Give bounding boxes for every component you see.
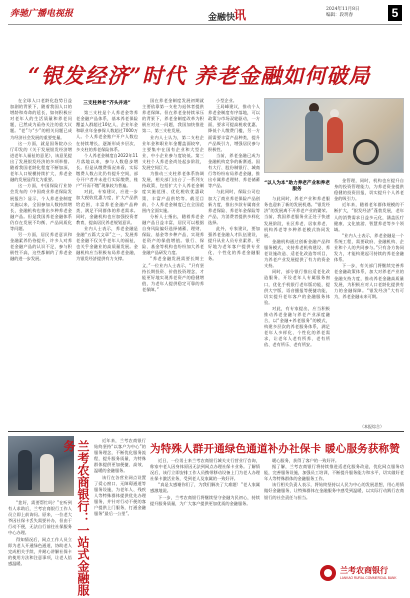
paragraph: 此外，专家建议，要加强养老金融人才队伍建设，提升从业人员专业素养，更好地为老年客户提供专业化、个性化的养老金融服务。 [208,225,260,262]
paragraph: 国在养老金制度发展初期就主要依靠第一支柱为退休者提供养老保障。但在养老金持续承压的背景下，养老金制度改革为积极应对这一问题，我国加快推进第二、第三支柱发展。 [142,98,204,134]
article-column-1 [10,98,72,428]
section-divider [8,431,404,432]
paragraph: 另一方面，居民养老意识和金融素养仍待提升，许多人对养老金融产品的认识不足，参与积极性不高，这些都制约了养老金融的进一步发展。 [10,232,72,262]
paragraph: 业内人士表示，养老金融是金融“五篇大文章”之一，发展养老金融不仅关乎老年人的福祉，也关乎金融业的高质量发展。金融机构应当积极布局养老金融，为银发经济提供有力支撑。 [76,225,138,262]
paragraph: 小型企业。 [216,98,237,103]
paragraph: 个人养老金制度自2022年11月落地以来，参与人数稳步增长。但是从缴费情况来看，实际缴费人数占比仍有提升空间，部分开户者并未进行实际缴费，账户“开而不缴”现象较为普遍。 [76,152,138,189]
paragraph: 近年来，兰考农商银行始终坚持“以客户为中心”的服务理念，不断优化服务流程，提升服务质量，为特殊群体提供更加便捷、高效、温暖的金融服务。 [94,438,146,474]
paragraph: 为推动三支柱养老体系协调发展，相关部门出台了一系列支持政策，包括扩大个人养老金制度实施范围、优化税收优惠政策、丰富产品供给等。截至目前，个人养老金制度已在全国范围内全面实施。 [142,171,204,213]
paragraph: 与此同时，保险公司也加大了商业养老保险产品创新力度，推出多款专属商业养老保险、养老年金保险等产品，为消费者提供多样化选择。 [208,189,260,225]
subheading: “以人为本”助力养老产业和养老服务 [264,181,330,193]
elder-figure [327,117,343,153]
paragraph: “业内人士表示，养老金融是一个系统工程，需要政府、金融机构、企业和个人的共同参与。”只有各方协同发力，才能构建起可持续的养老金融体系。 [334,232,404,263]
paragraph: 该行在各营业网点设置了爱心窗口、无障碍通道等服务设施，为老年人、残疾人等特殊群体提供优先办理服务，并针对行动不便的客户提供上门服务，打通金融服务“最后一公里”。 [94,474,146,517]
article-column-3 [142,98,204,428]
feature-column-a [8,500,72,596]
paragraph: 王局峰建议，推动个人养老金制度有序落地，可以政策与市场双轮驱动，一方面，要求可提高税收优惠、降低个人缴费门槛，另一方面需要丰富产品种类，提升产品吸引力，增强居民参与积极性。 [208,104,260,152]
paragraph: 下一步，兰考农商银行将继续坚守金融为民初心，持续提升服务质量，为广大客户提供更加优质的金融服务。 [150,494,260,506]
feature-banner-title: 兰考农商银行：一站式金融服务 [62,440,90,596]
paragraph: “养老金融发展需要长期主义，”一位业内人士表示，“只有坚持长期投资、价值投资理念，才能更好地实现养老资产的稳健增值，为老年人提供稳定可靠的养老保障。” [142,256,204,292]
paragraph: “您好，需要帮忙吗？”在听到有人求助后，兰考农商银行工作人员立即上前询问。原来，一位老大爷因社保卡丢失需要补办，但由于行动不便，无法自行前往社保服务中心办理。 [8,500,72,536]
paragraph: 金管理，同时，机构也应提升自身的投资管理能力，为养老资金提供稳健的投资回报，切实提升个人养老金的吸引力。 [334,178,404,202]
feature-column-c [150,458,260,596]
paragraph: 近年来，随着老年群体规模的不断扩大，“银发经济”蓬勃发展，老年人的消费需求日益多元化，涵盖医疗健康、文化旅游、智慧养老等多个领域。 [334,202,404,232]
wheelchair-icon [353,139,379,165]
paragraph: 该行相关负责人表示，将始终坚持以人民为中心的发展思想，用心用情做好金融服务，让特殊群体在金融服务中感受到温暖，以实际行动践行农商银行的社会责任与担当。 [264,482,404,500]
paragraph: 第三支柱是个人养老金等养老金融产品体系，基本养老保险覆盖人群超过10亿人，企业年金和职业年金参保人数超过7000万人。个人养老金账户开户人数也在持续增长，逐渐形成多层次、多支柱的养老保险体系。 [76,110,138,152]
paragraph: 与此同时，养老产业和养老服务也迎来了新的发展机遇。“银发经济”的发展离不开养老产业的繁荣。当前，我国养老服务业正处于快速发展阶段，社区养老、居家养老、机构养老等多种养老模式协同发展。 [264,196,330,238]
editor-credit: 编辑：段玥春 [326,13,353,18]
page-header [8,4,404,26]
bank-logo-english: LANKAO RURAL COMMERCIAL BANK [340,576,397,580]
paragraph: 当前，养老金融已成为金融机构竞争的新赛道。国有大行、股份制银行、城商行等纷纷布局养老金融，推出专属养老理财、养老储蓄等产品。 [208,152,260,189]
paragraph: 分析人士指出，随着养老金融产品日益丰富，居民可以根据自身风险偏好选择储蓄、理财、保险、基金等多种产品，实现养老资产的保值增值。银行、保险、基金等机构也纷纷加大养老金融产品研发力度。 [142,213,204,256]
article-column-5 [264,178,330,424]
page-number: 5 [388,5,402,21]
paragraph: 下一步，有关部门将继续完善养老金融政策体系，加大对养老产业的金融支持力度，推动养老金融高质量发展，为积极应对人口老龄化提供有力的金融保障。“银发经济”大有可为，养老金融未来可期。 [334,263,404,299]
feature-column-b [94,438,146,596]
paragraph: 这一方面，就是国务院办公厅印发的《关于发展银发经济增进老年人福祉的意见》，该意见提出了发展银发经济的多项举措。随着我国老龄化程度不断加深，老年人口规模持续扩大，养老金融的发展显得尤为重要。 [10,140,72,183]
customer-figure [18,450,32,490]
staff-figure [40,454,54,492]
section-char: 讯 [234,8,247,22]
header-rule [8,24,402,25]
section-name: 金融快 [208,13,236,23]
paragraph: 这一方面，中国保险行业协会发布的《中国商业养老保险发展报告》显示，个人养老金制度实施以来，全国参加人数持续增长，金融机构也推出多种养老金融产品。但是我国养老金融体系仍存在发展不均衡、产品同质化等问题。 [10,183,72,231]
paragraph: “真是太感谢你们了，为我们解决了大难题！”老人家属感激地说。 [150,482,260,494]
bank-logo [320,563,404,595]
article-column-2 [76,98,138,428]
subheading: 三支柱养老“齐头并进” [83,101,131,106]
main-headline: “银发经济”时代 养老金融如何破局 [28,63,371,88]
caregiver-figure [305,111,323,161]
paragraph: 对此，专家建议，应进一步加大税收优惠力度，扩大产品供给范围，丰富养老金融产品种类，满足不同群体的养老需求。同时，金融机构也应加强投资者教育，提高居民养老规划意识。 [76,189,138,225]
article-column-6 [334,178,404,422]
paragraph: 近日，一位男士来兰考农商银行城关支行营业厅咨询，称家中老人因身体原因无法到网点办理社保卡业务。了解情况后，该行立即安排工作人员携带移动设备上门为老人办理社保卡激活业务，受到老人及家属的一致好评。 [150,458,260,482]
paragraph: 金融机构通过创新金融产品和服务模式，支持养老机构建设、养老设施改造、适老化改造等项目，为养老产业发展提供了有力的资金支持。 [264,238,330,269]
feature-column-d [264,458,404,560]
issue-date: 2024年11月8日 [326,7,360,12]
date-block [326,7,360,19]
masthead: 奔驰广播电视报 [10,9,74,19]
elderly-care-photo [264,98,404,173]
bank-logo-icon [320,565,336,581]
feature-headline: 为特殊人群开通绿色通道补办社保卡 暖心服务获称赞 [150,443,400,455]
paragraph: 据了解，兰考农商银行将持续推进适老化服务改造，优化网点服务功能，完善服务设施，加强员工培训，不断提升服务能力和水平，切实做好老年人等特殊群体的金融服务工作。 [264,464,404,482]
article-column-4 [208,98,260,428]
paragraph: 同时，部分银行推出适老化改造服务，开设老年人专属服务窗口，优化手机银行老年版功能，提供大字版、语音播报等便捷功能，切实提升老年客户的金融服务体验。 [264,269,330,305]
paragraph: 对此，有专家提出，应当积极推动养老金融与养老产业深度融合，以“金融+养老服务”的模式，构建多层次的养老服务体系，满足老年人多样化、个性化的养老需求，让老年人老有所养、老有所依、老有所乐、老有所安。 [264,305,330,348]
paragraph: 在全球人口老龄化趋势日益加剧的背景下，随着我国人口的增龄和寿命的延长，如何积极应对老年人的生活质量和养老问题，已然成为亟待关注的重大议题。“老”与“少”的相关问题已成为经济社会发展的重要变量。 [10,98,72,140]
paragraph: 得知情况后，网点工作人员立即为老人开通绿色通道，协助老人完成相关手续，并耐心讲解社保卡的使用方法和注意事项，让老人倍感温暖。 [8,536,72,566]
paragraph: 暖心服务，获得了客户的一致好评。 [272,458,340,463]
bank-logo-name: 兰考农商银行 [340,565,388,575]
author-credit: （本报综合） [360,424,384,429]
paragraph: 业内人士认为，第二支柱企业年金和职业年金覆盖面较窄，主要集中在国有企业和大型企业，中小企业参与度较低。第三支柱个人养老金尚处起步阶段，发展空间巨大。 [142,134,204,171]
